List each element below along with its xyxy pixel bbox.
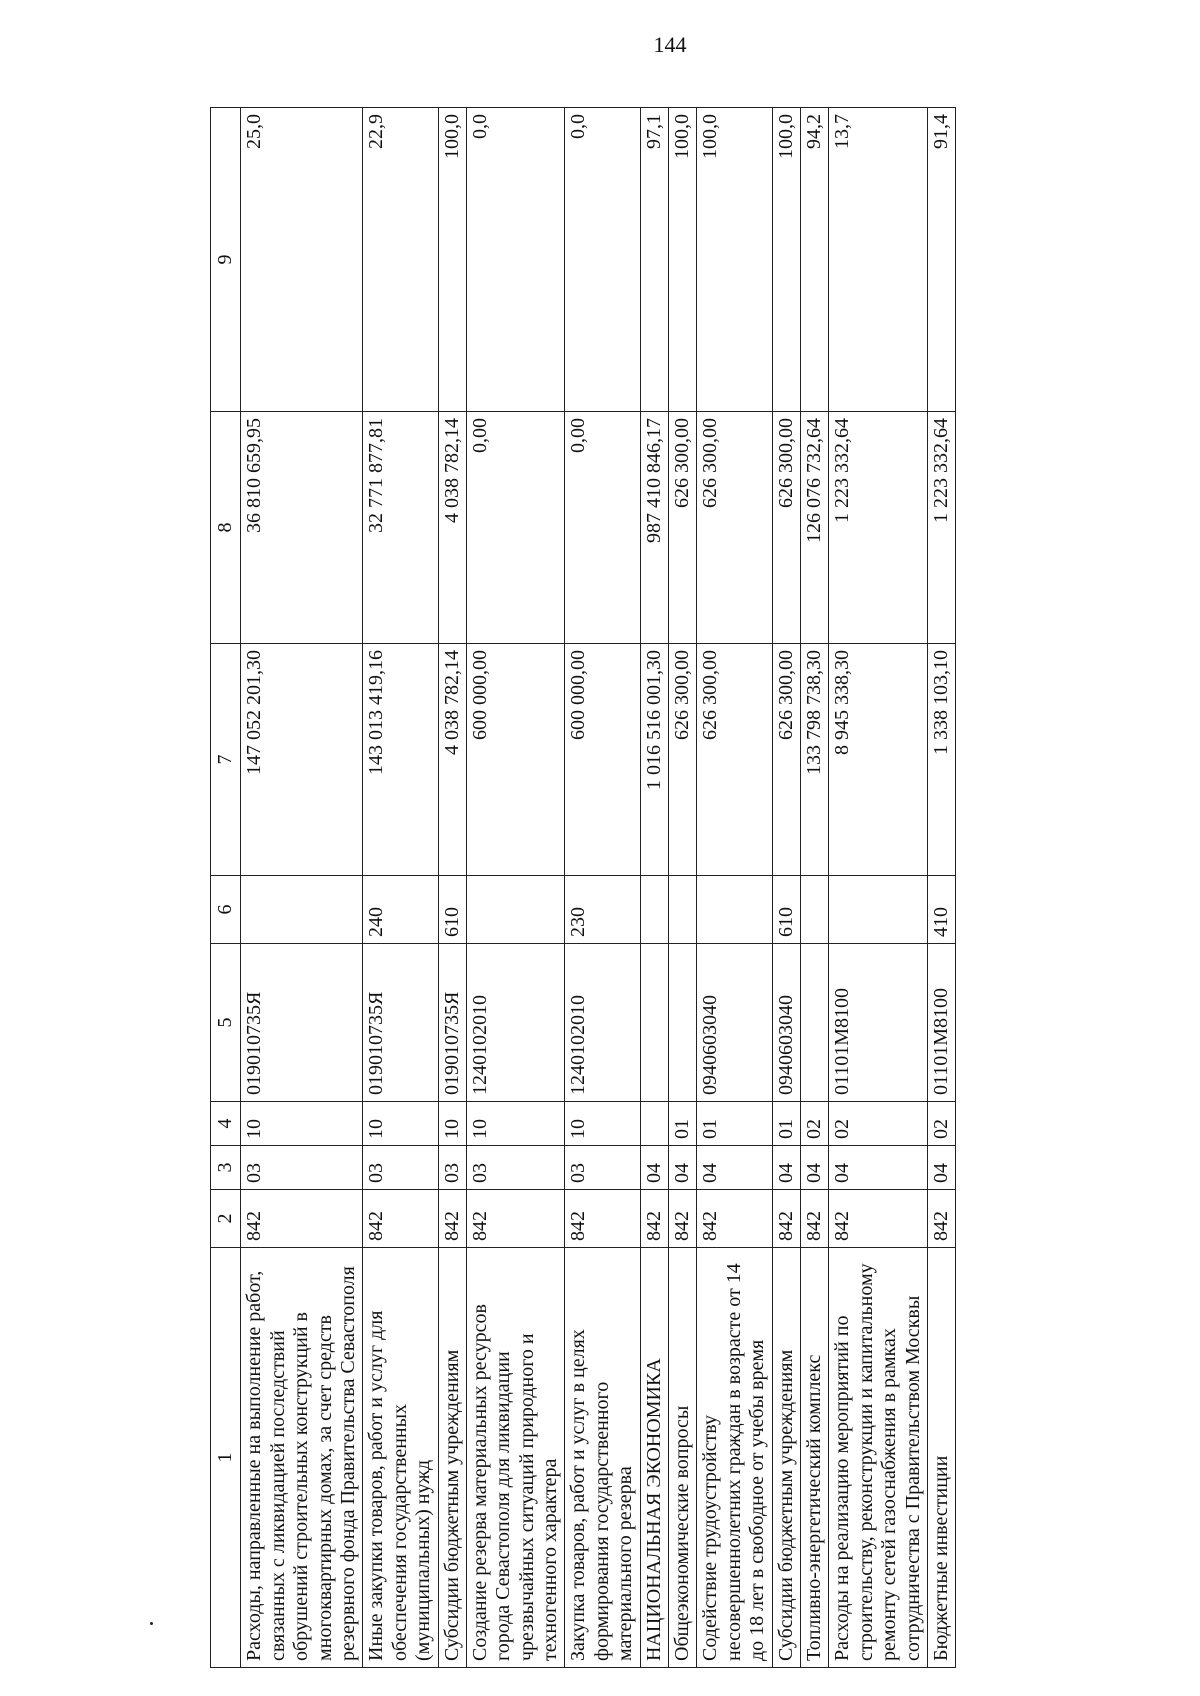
cell-col-4: 01 [772,1102,800,1146]
table-row [927,108,955,1668]
cell-col-2: 842 [800,1190,828,1248]
cell-col-7: 143 013 419,16 [363,644,438,876]
cell-col-3: 03 [241,1146,363,1190]
row-name: Субсидии бюджетным учреждениям [438,1248,466,1668]
cell-col-8: 36 810 659,95 [241,412,363,644]
budget-table [210,107,956,1668]
cell-col-6: 610 [772,876,800,944]
row-name: Иные закупки товаров, работ и услуг для обеспечения государственных (муниципальных) нужд [363,1248,438,1668]
cell-col-5 [800,944,828,1102]
row-name: Топливно-энергетический комплекс [800,1248,828,1668]
cell-col-2: 842 [640,1190,668,1248]
row-name: Субсидии бюджетным учреждениям [772,1248,800,1668]
table-row [363,108,438,1668]
table-row [565,108,640,1668]
cell-col-4: 01 [669,1102,697,1146]
cell-col-6 [800,876,828,944]
cell-col-3: 03 [363,1146,438,1190]
cell-col-5: 1240102010 [466,944,565,1102]
cell-col-9: 25,0 [241,108,363,412]
cell-col-5: 019010735Я [241,944,363,1102]
cell-col-4: 10 [363,1102,438,1146]
cell-col-6 [669,876,697,944]
cell-col-9: 100,0 [772,108,800,412]
header-col-7: 7 [211,644,241,876]
cell-col-2: 842 [438,1190,466,1248]
cell-col-4: 01 [697,1102,772,1146]
cell-col-4: 10 [565,1102,640,1146]
cell-col-8: 626 300,00 [669,412,697,644]
cell-col-9: 0,0 [565,108,640,412]
cell-col-8: 4 038 782,14 [438,412,466,644]
header-col-9: 9 [211,108,241,412]
cell-col-3: 03 [565,1146,640,1190]
cell-col-3: 04 [772,1146,800,1190]
cell-col-3: 04 [640,1146,668,1190]
cell-col-3: 04 [927,1146,955,1190]
cell-col-2: 842 [669,1190,697,1248]
cell-col-9: 13,7 [829,108,928,412]
cell-col-9: 91,4 [927,108,955,412]
table-row [772,108,800,1668]
cell-col-4: 02 [829,1102,928,1146]
table-row [466,108,565,1668]
cell-col-4: 10 [438,1102,466,1146]
cell-col-4: 02 [800,1102,828,1146]
cell-col-3: 03 [466,1146,565,1190]
cell-col-7: 8 945 338,30 [829,644,928,876]
row-name: Закупка товаров, работ и услуг в целях формирования государственного материального резерва [565,1248,640,1668]
cell-col-5: 1240102010 [565,944,640,1102]
cell-col-7: 600 000,00 [466,644,565,876]
cell-col-9: 94,2 [800,108,828,412]
cell-col-3: 04 [829,1146,928,1190]
cell-col-7: 626 300,00 [772,644,800,876]
cell-col-6 [241,876,363,944]
row-name: Расходы на реализацию мероприятий по строительству, реконструкции и капитальному ремонту сетей газоснабжения в рамках сотрудничества с Правительством Москвы [829,1248,928,1668]
cell-col-5: 0940603040 [697,944,772,1102]
cell-col-7: 626 300,00 [669,644,697,876]
row-name: Общеэкономические вопросы [669,1248,697,1668]
header-col-1: 1 [211,1248,241,1668]
header-col-5: 5 [211,944,241,1102]
cell-col-8: 0,00 [466,412,565,644]
cell-col-3: 04 [669,1146,697,1190]
cell-col-8: 0,00 [565,412,640,644]
cell-col-9: 100,0 [438,108,466,412]
cell-col-9: 0,0 [466,108,565,412]
cell-col-7: 600 000,00 [565,644,640,876]
cell-col-6 [640,876,668,944]
table-row [697,108,772,1668]
cell-col-5: 0940603040 [772,944,800,1102]
page-number: 144 [653,32,687,57]
cell-col-7: 4 038 782,14 [438,644,466,876]
cell-col-8: 626 300,00 [772,412,800,644]
table-row [669,108,697,1668]
cell-col-6: 230 [565,876,640,944]
table-row [241,108,363,1668]
cell-col-6 [829,876,928,944]
header-col-6: 6 [211,876,241,944]
cell-col-2: 842 [829,1190,928,1248]
cell-col-6 [697,876,772,944]
cell-col-2: 842 [927,1190,955,1248]
row-name: Расходы, направленные на выполнение работ, связанных с ликвидацией последствий обрушений строительных конструкций в многоквартирных домах, за счет средств резервного фонда Правительства Севастополя [241,1248,363,1668]
cell-col-5 [640,944,668,1102]
cell-col-4: 10 [241,1102,363,1146]
row-name: Бюджетные инвестиции [927,1248,955,1668]
cell-col-5 [669,944,697,1102]
cell-col-6: 410 [927,876,955,944]
cell-col-7: 1 338 103,10 [927,644,955,876]
table-row [829,108,928,1668]
row-name: Создание резерва материальных ресурсов города Севастополя для ликвидации чрезвычайных ситуаций природного и техногенного характера [466,1248,565,1668]
table-row [640,108,668,1668]
cell-col-9: 100,0 [697,108,772,412]
table-header [211,108,241,1668]
cell-col-4: 10 [466,1102,565,1146]
cell-col-7: 147 052 201,30 [241,644,363,876]
row-name: НАЦИОНАЛЬНАЯ ЭКОНОМИКА [640,1248,668,1668]
cell-col-7: 133 798 738,30 [800,644,828,876]
header-col-2: 2 [211,1190,241,1248]
cell-col-5: 019010735Я [438,944,466,1102]
header-col-8: 8 [211,412,241,644]
cell-col-2: 842 [363,1190,438,1248]
cell-col-6: 610 [438,876,466,944]
table-row [800,108,828,1668]
cell-col-8: 1 223 332,64 [829,412,928,644]
cell-col-3: 04 [697,1146,772,1190]
cell-col-4 [640,1102,668,1146]
cell-col-3: 03 [438,1146,466,1190]
cell-col-5: 01101М8100 [829,944,928,1102]
header-col-4: 4 [211,1102,241,1146]
scan-speck [150,1622,153,1625]
budget-table-container [210,108,1150,1668]
cell-col-5: 01101М8100 [927,944,955,1102]
table-row [438,108,466,1668]
cell-col-9: 100,0 [669,108,697,412]
cell-col-2: 842 [241,1190,363,1248]
cell-col-7: 626 300,00 [697,644,772,876]
cell-col-2: 842 [565,1190,640,1248]
table-body [241,108,956,1668]
cell-col-7: 1 016 516 001,30 [640,644,668,876]
row-name: Содействие трудоустройству несовершеннолетних граждан в возрасте от 14 до 18 лет в свободное от учебы время [697,1248,772,1668]
header-col-3: 3 [211,1146,241,1190]
header-row [211,108,241,1668]
cell-col-8: 32 771 877,81 [363,412,438,644]
cell-col-8: 987 410 846,17 [640,412,668,644]
rotated-table-frame [210,108,1150,1668]
cell-col-2: 842 [697,1190,772,1248]
cell-col-8: 626 300,00 [697,412,772,644]
cell-col-9: 22,9 [363,108,438,412]
cell-col-8: 126 076 732,64 [800,412,828,644]
cell-col-2: 842 [466,1190,565,1248]
cell-col-6 [466,876,565,944]
cell-col-5: 019010735Я [363,944,438,1102]
cell-col-9: 97,1 [640,108,668,412]
cell-col-2: 842 [772,1190,800,1248]
cell-col-8: 1 223 332,64 [927,412,955,644]
cell-col-6: 240 [363,876,438,944]
cell-col-4: 02 [927,1102,955,1146]
cell-col-3: 04 [800,1146,828,1190]
